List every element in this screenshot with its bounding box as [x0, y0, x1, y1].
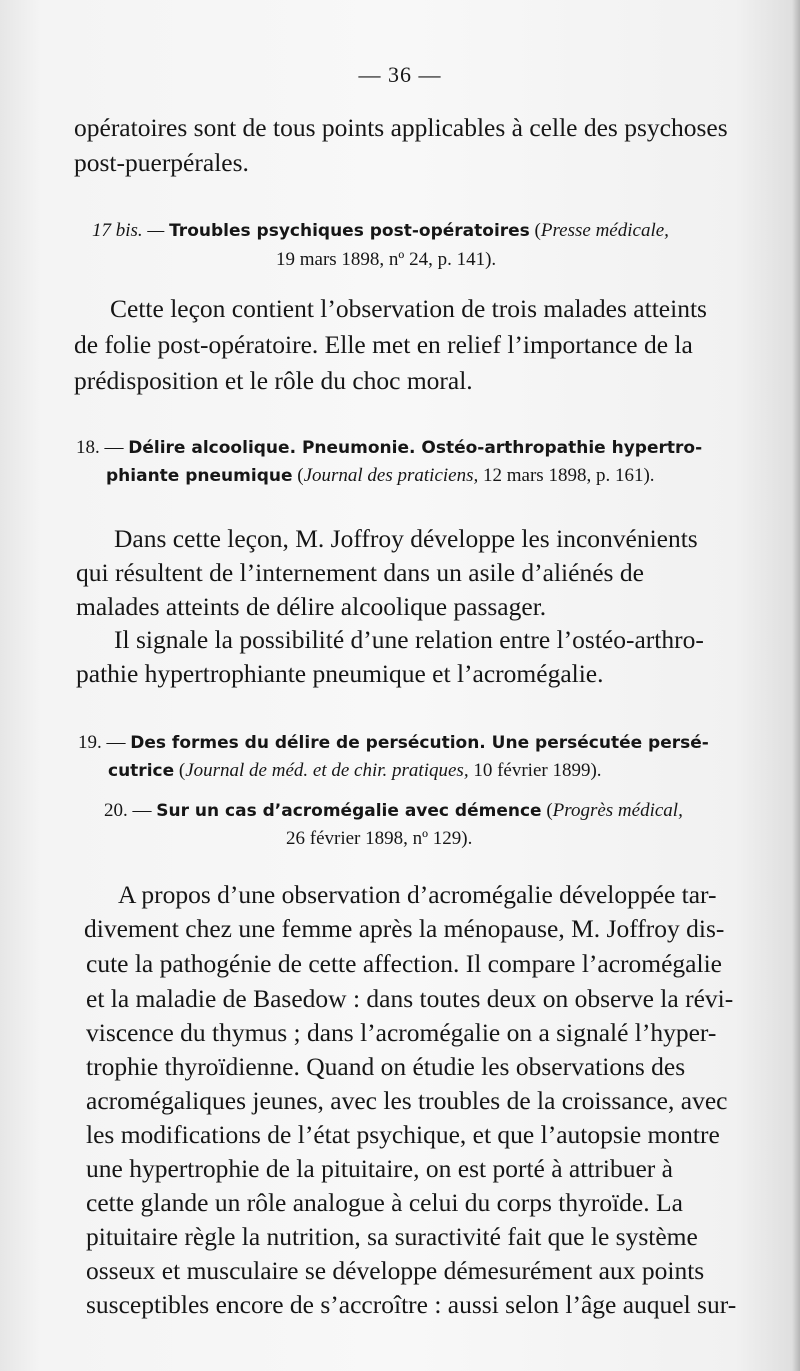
- text-line: susceptibles encore de s’accroître : aussi selon l’âge auquel sur-: [86, 1290, 737, 1319]
- entry-19-line-2: cutrice (Journal de méd. et de chir. pratiques, 10 février 1899).: [108, 760, 602, 781]
- entry-number: 18. —: [76, 437, 124, 458]
- text-line: Cette leçon contient l’observation de trois malades atteints: [110, 294, 707, 323]
- entry-citation: 12 mars 1898, p. 161).: [483, 465, 655, 486]
- text-line: prédisposition et le rôle du choc moral.: [74, 366, 473, 395]
- text-line: qui résultent de l’internement dans un asile d’aliénés de: [76, 558, 644, 587]
- entry-20-line-1: 20. — Sur un cas d’acromégalie avec démence (Progrès médical,: [104, 800, 683, 821]
- entry-journal: Journal des praticiens,: [303, 465, 479, 486]
- text-line: post-puerpérales.: [74, 148, 249, 177]
- entry-18-line-2: phiante pneumique (Journal des praticiens, 12 mars 1898, p. 161).: [106, 465, 655, 486]
- entry-title: Délire alcoolique. Pneumonie. Ostéo-arthropathie hypertro-: [128, 438, 703, 458]
- text-line: malades atteints de délire alcoolique passager.: [76, 592, 547, 621]
- entry-title: Troubles psychiques post-opératoires: [169, 221, 530, 241]
- entry-title: Sur un cas d’acromégalie avec démence: [156, 801, 542, 821]
- text-line: acromégaliques jeunes, avec les troubles de la croissance, avec: [86, 1086, 728, 1115]
- text-line: Dans cette leçon, M. Joffroy développe les inconvénients: [114, 524, 698, 553]
- entry-journal: Journal de méd. et de chir. pratiques,: [185, 760, 469, 781]
- entry-citation: 19 mars 1898, nº 24, p. 141).: [276, 249, 497, 270]
- text-line: cette glande un rôle analogue à celui du corps thyroïde. La: [86, 1188, 683, 1217]
- page-number: — 36 —: [358, 62, 442, 87]
- entry-number: 19. —: [78, 732, 126, 753]
- entry-19-line-1: [78, 732, 709, 754]
- text-line: Il signale la possibilité d’une relation entre l’ostéo-arthro-: [114, 625, 704, 654]
- entry-citation: 10 février 1899).: [473, 760, 602, 781]
- text-line: divement chez une femme après la ménopause, M. Joffroy dis-: [84, 914, 725, 943]
- text-line: et la maladie de Basedow : dans toutes deux on observe la révi-: [86, 984, 734, 1013]
- entry-number: 17 bis. —: [92, 220, 165, 241]
- text-line: opératoires sont de tous points applicables à celle des psychoses: [74, 113, 728, 142]
- entry-18-line-1: [76, 437, 702, 459]
- entry-number: 20. —: [104, 800, 152, 821]
- entry-title: phiante pneumique: [106, 466, 293, 486]
- page-edge-shadow: [792, 0, 800, 1371]
- entry-journal: Progrès médical,: [552, 800, 683, 821]
- text-line: une hypertrophie de la pituitaire, on est porté à attribuer à: [86, 1154, 673, 1183]
- text-line: les modifications de l’état psychique, et que l’autopsie montre: [86, 1120, 720, 1149]
- entry-journal: Presse médicale,: [540, 220, 669, 241]
- text-line: viscence du thymus ; dans l’acromégalie on a signalé l’hyper-: [86, 1018, 717, 1047]
- text-line: osseux et musculaire se développe démesurément aux points: [86, 1256, 705, 1285]
- text-line: A propos d’une observation d’acromégalie développée tar-: [118, 880, 717, 909]
- text-line: pathie hypertrophiante pneumique et l’acromégalie.: [76, 659, 604, 688]
- entry-title: Des formes du délire de persécution. Une persécutée persé-: [130, 733, 709, 753]
- text-line: de folie post-opératoire. Elle met en relief l’importance de la: [74, 330, 693, 359]
- entry-17bis-line-1: 17 bis. — Troubles psychiques post-opératoires (Presse médicale,: [92, 220, 669, 241]
- entry-title: cutrice: [108, 761, 175, 781]
- text-line: trophie thyroïdienne. Quand on étudie les observations des: [86, 1052, 686, 1081]
- entry-citation: 26 février 1898, nº 129).: [286, 828, 473, 849]
- text-line: cute la pathogénie de cette affection. Il compare l’acromégalie: [86, 949, 722, 978]
- text-line: pituitaire règle la nutrition, sa suractivité fait que le système: [86, 1222, 698, 1251]
